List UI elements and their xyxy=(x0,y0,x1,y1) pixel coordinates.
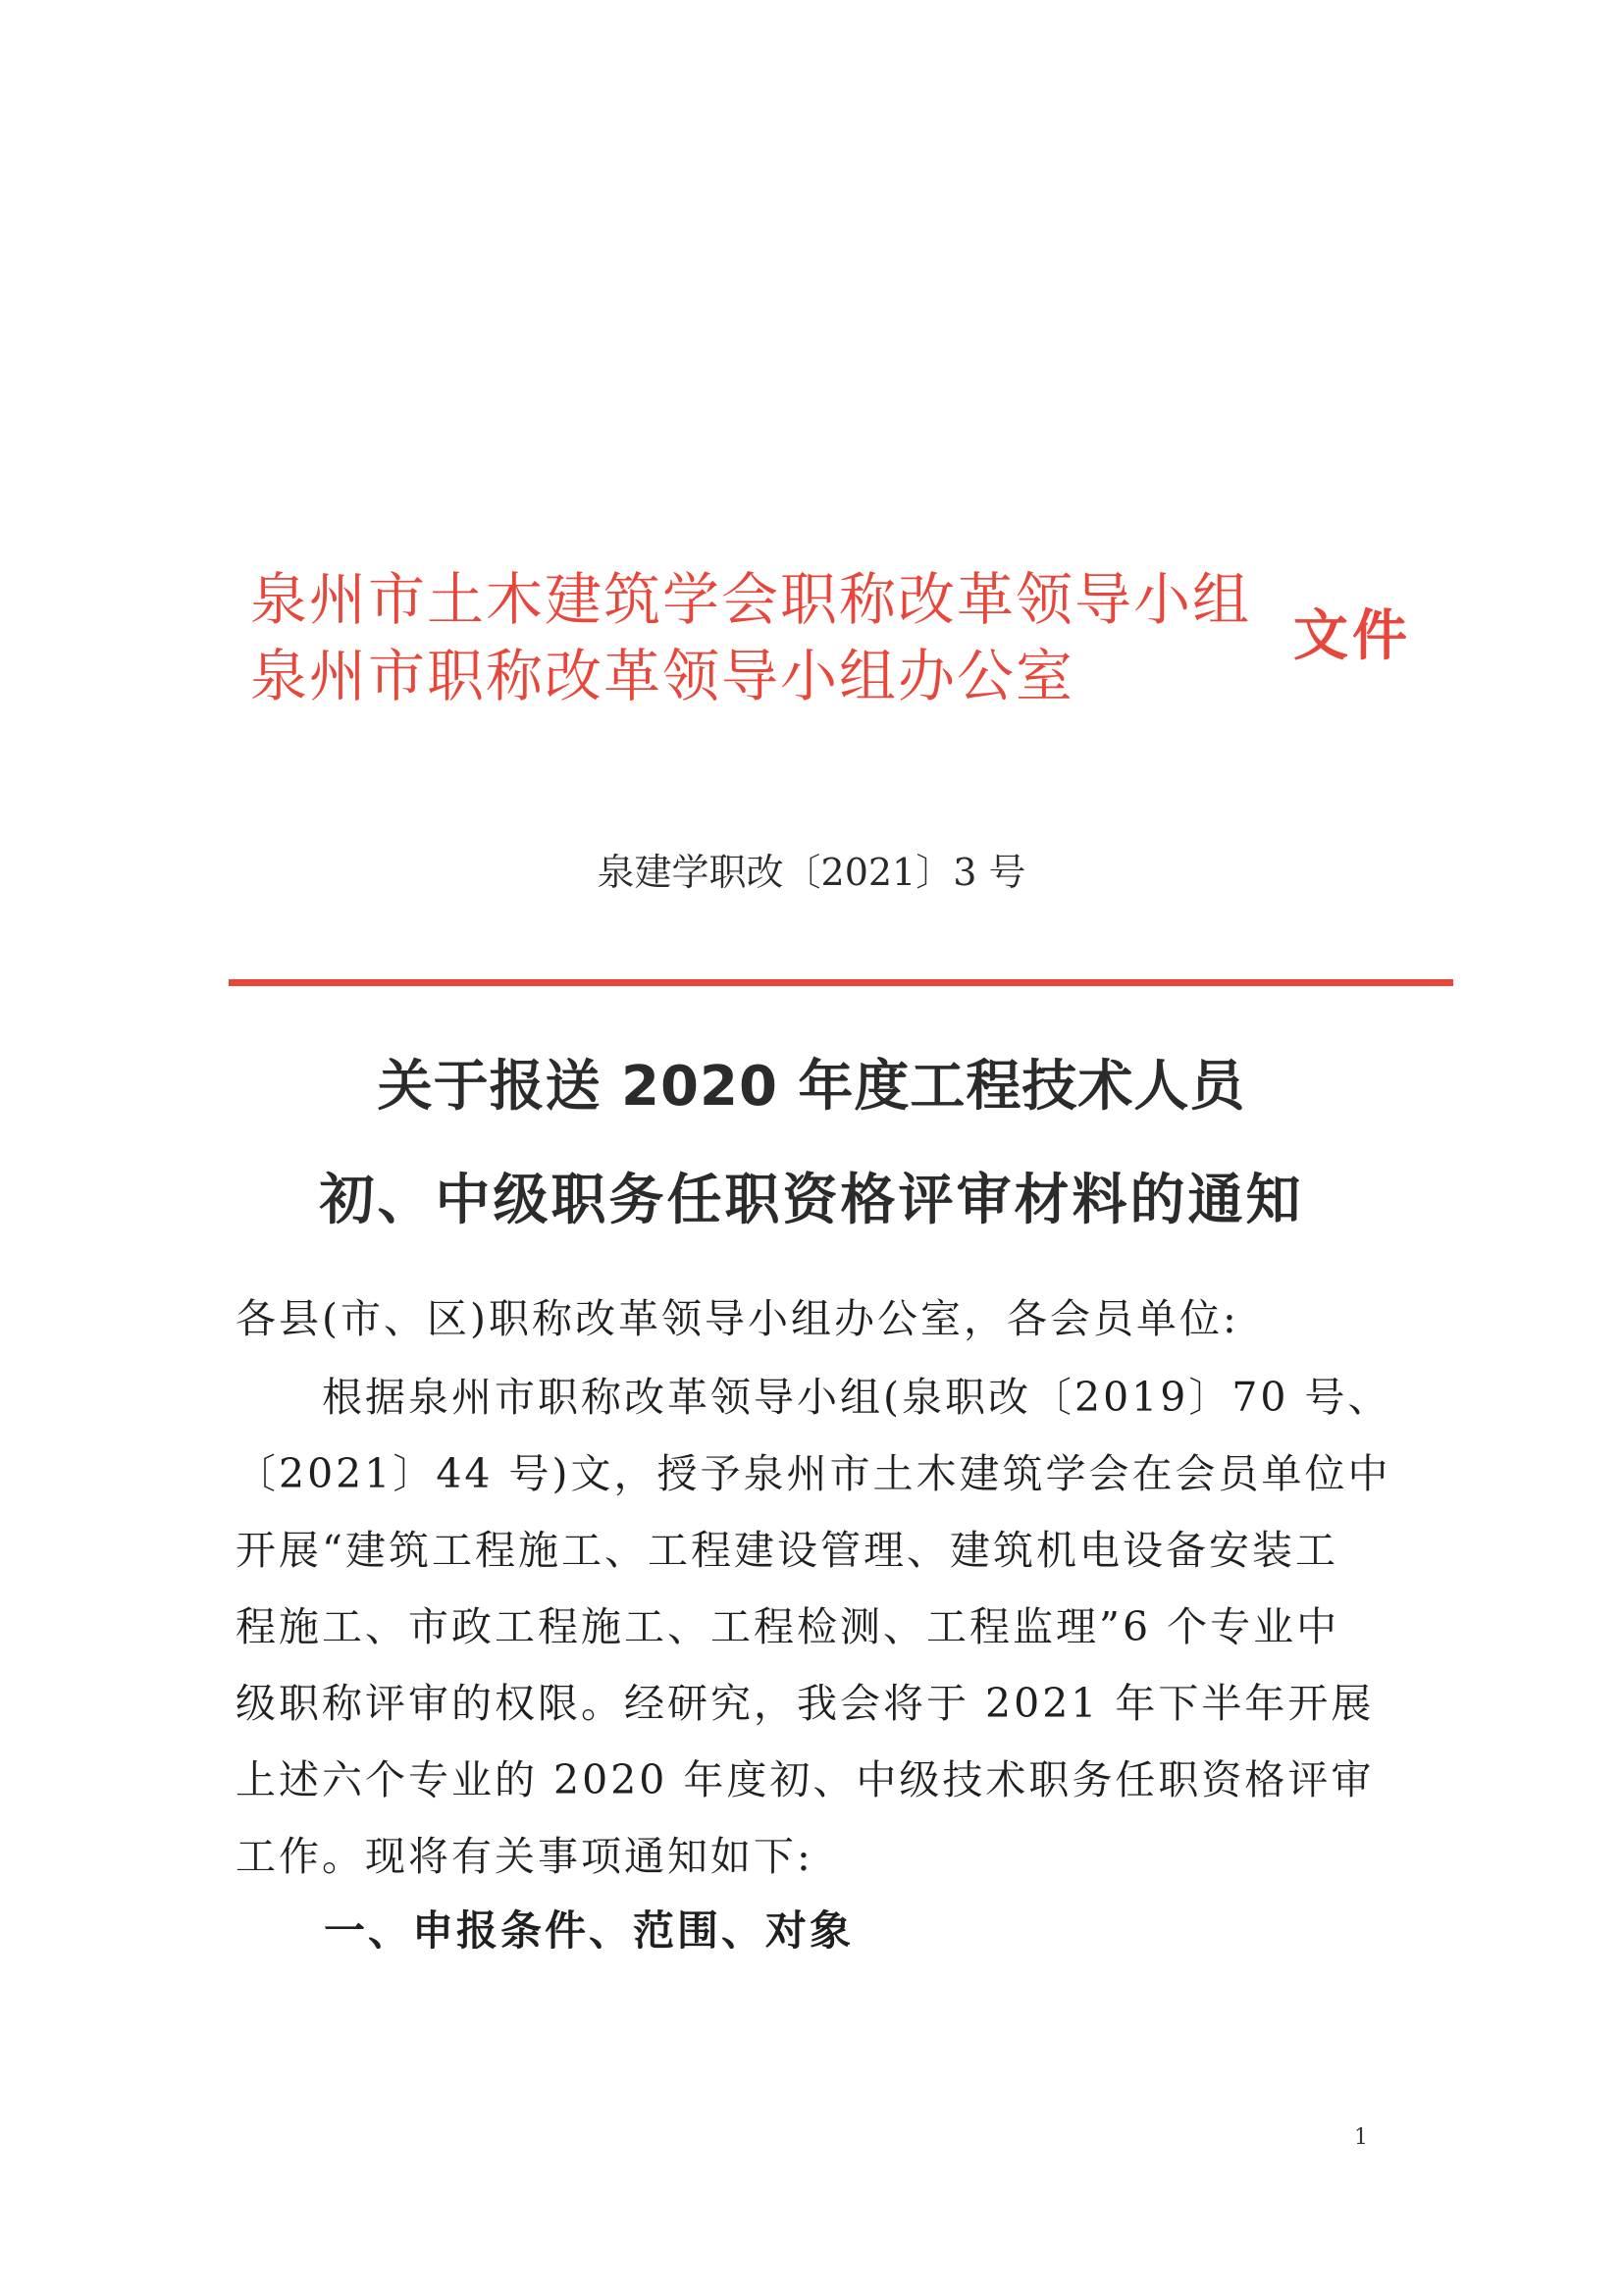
salutation: 各县(市、区)职称改革领导小组办公室，各会员单位: xyxy=(236,1295,1239,1342)
paragraph-line: 程施工、市政工程施工、工程检测、工程监理”6 个专业中 xyxy=(236,1603,1340,1650)
paragraph-line: 级职称评审的权限。经研究，我会将于 2021 年下半年开展 xyxy=(236,1680,1375,1727)
red-divider xyxy=(229,979,1453,986)
paragraph-line: 根据泉州市职称改革领导小组(泉职改〔2019〕70 号、 xyxy=(236,1374,1391,1421)
paragraph-line: 工作。现将有关事项通知如下: xyxy=(236,1833,813,1880)
issuer-line-1: 泉州市土木建筑学会职称改革领导小组 xyxy=(250,566,1252,633)
document-number: 泉建学职改〔2021〕3 号 xyxy=(597,851,1026,894)
title-line-2: 初、中级职务任职资格评审材料的通知 xyxy=(319,1169,1304,1232)
header-suffix: 文件 xyxy=(1293,604,1411,668)
page-number: 1 xyxy=(1354,2125,1368,2150)
paragraph-line: 〔2021〕44 号)文，授予泉州市土木建筑学会在会员单位中 xyxy=(236,1450,1391,1497)
red-header xyxy=(250,557,1447,724)
paragraph-line: 开展“建筑工程施工、工程建设管理、建筑机电设备安装工 xyxy=(236,1527,1338,1574)
section-heading-1: 一、申报条件、范围、对象 xyxy=(324,1906,855,1955)
issuer-line-2: 泉州市职称改革领导小组办公室 xyxy=(250,643,1075,709)
title-line-1: 关于报送 2020 年度工程技术人员 xyxy=(377,1055,1246,1119)
paragraph-line: 上述六个专业的 2020 年度初、中级技术职务任职资格评审 xyxy=(236,1756,1375,1803)
